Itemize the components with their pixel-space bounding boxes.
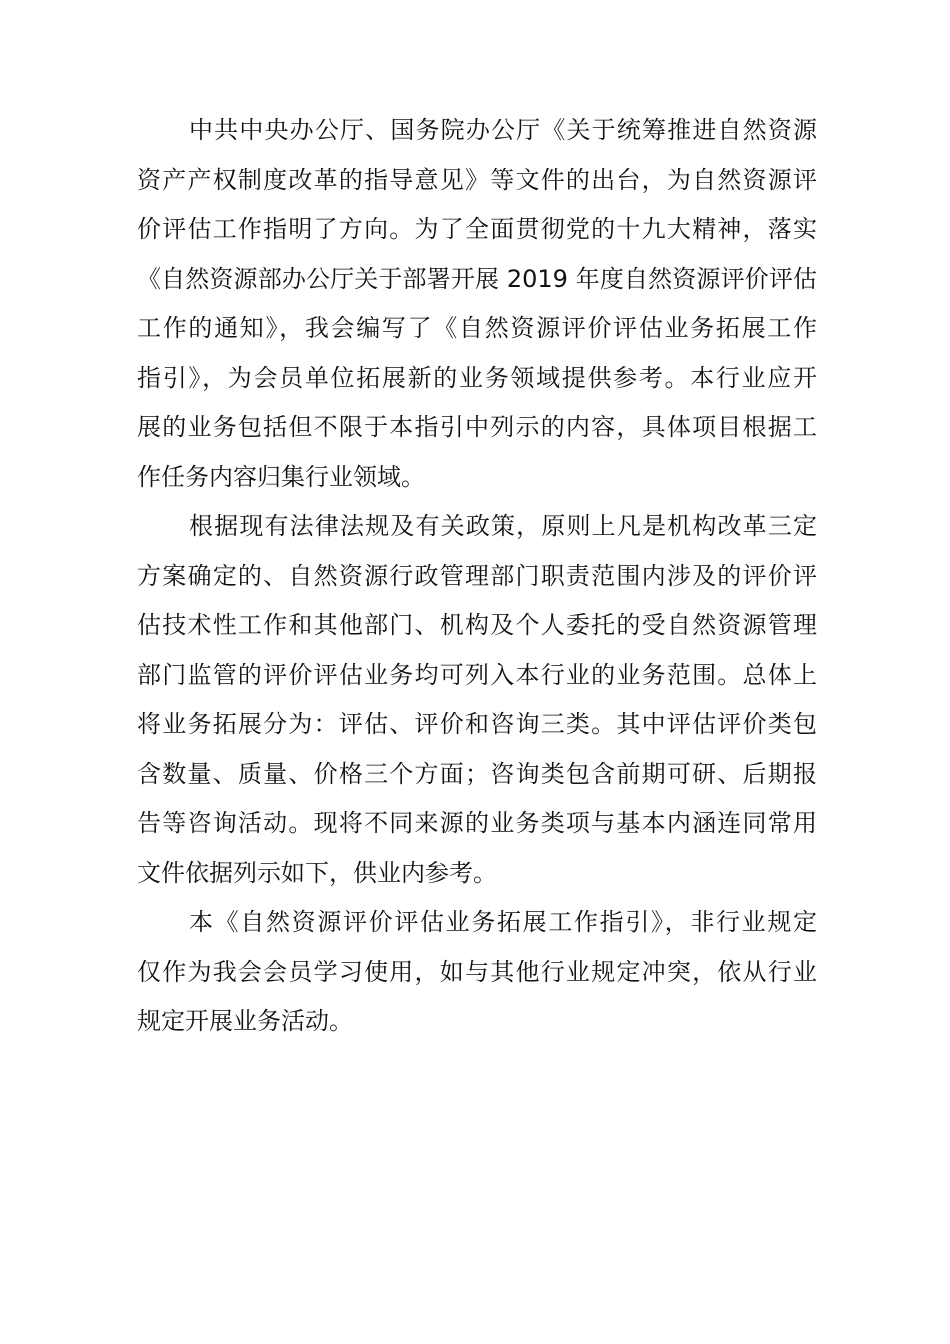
paragraph-line: 仅作为我会会员学习使用，如与其他行业规定冲突，依从行业: [137, 957, 817, 986]
paragraph-line: 指引》，为会员单位拓展新的业务领域提供参考。本行业应开: [137, 363, 817, 392]
paragraph-line: 估技术性工作和其他部门、机构及个人委托的受自然资源管理: [137, 611, 817, 639]
paragraph-line: 部门监管的评价评估业务均可列入本行业的业务范围。总体上: [137, 660, 817, 689]
paragraph-line: 价评估工作指明了方向。为了全面贯彻党的十九大精神，落实: [137, 215, 817, 243]
document-body: [137, 106, 817, 1047]
paragraph-3: [137, 898, 817, 1047]
paragraph-line: 将业务拓展分为：评估、评价和咨询三类。其中评估评价类包: [137, 710, 817, 738]
paragraph-line: 方案确定的、自然资源行政管理部门职责范围内涉及的评价评: [137, 561, 817, 590]
paragraph-line: 根据现有法律法规及有关政策，原则上凡是机构改革三定: [189, 512, 817, 540]
paragraph-line: 告等咨询活动。现将不同来源的业务类项与基本内涵连同常用: [137, 809, 817, 837]
paragraph-line: 中共中央办公厅、国务院办公厅《关于统筹推进自然资源: [189, 116, 817, 144]
paragraph-2: [137, 502, 817, 898]
paragraph-line: 含数量、质量、价格三个方面；咨询类包含前期可研、后期报: [137, 759, 817, 788]
paragraph-line: 规定开展业务活动。: [137, 1007, 353, 1035]
paragraph-1: [137, 106, 817, 502]
paragraph-line: 《自然资源部办公厅关于部署开展 2019 年度自然资源评价评估: [137, 264, 817, 293]
paragraph-line: 工作的通知》，我会编写了《自然资源评价评估业务拓展工作: [137, 314, 817, 342]
paragraph-line: 展的业务包括但不限于本指引中列示的内容，具体项目根据工: [137, 413, 817, 441]
paragraph-line: 文件依据列示如下，供业内参考。: [137, 858, 497, 887]
paragraph-line: 作任务内容归集行业领域。: [137, 462, 425, 491]
paragraph-line: 资产产权制度改革的指导意见》等文件的出台，为自然资源评: [137, 165, 817, 194]
paragraph-line: 本《自然资源评价评估业务拓展工作指引》，非行业规定: [189, 908, 817, 936]
